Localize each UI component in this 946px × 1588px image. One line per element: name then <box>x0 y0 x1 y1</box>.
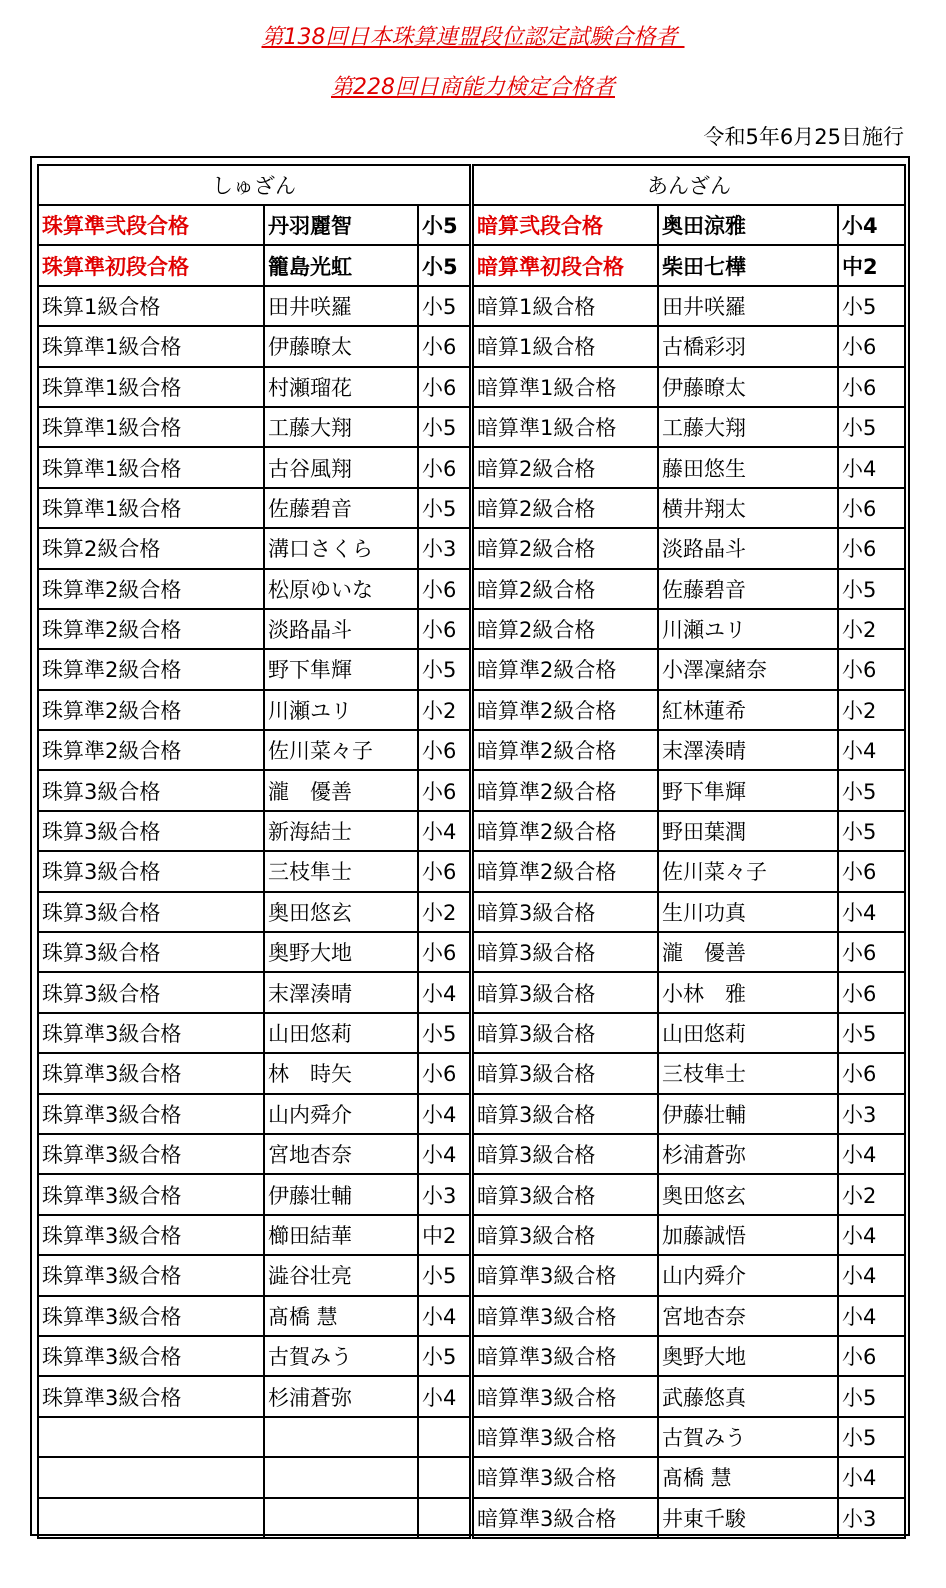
name-cell: 佐川菜々子 <box>658 851 838 891</box>
name-cell: 宮地杏奈 <box>264 1134 418 1174</box>
name-cell: 溝口さくら <box>264 528 418 568</box>
name-cell: 宮地杏奈 <box>658 1296 838 1336</box>
name-cell: 野下隼輝 <box>264 649 418 689</box>
name-cell: 佐藤碧音 <box>264 488 418 528</box>
grade-cell: 暗算準3級合格 <box>473 1296 658 1336</box>
school-year-cell: 小4 <box>418 1134 470 1174</box>
grade-cell: 珠算準3級合格 <box>38 1134 264 1174</box>
name-cell: 横井翔太 <box>658 488 838 528</box>
grade-cell: 暗算準3級合格 <box>473 1336 658 1376</box>
table-row <box>473 367 905 407</box>
table-row <box>473 1013 905 1053</box>
table-row <box>473 1053 905 1093</box>
grade-cell: 珠算3級合格 <box>38 811 264 851</box>
shuzan-heading: しゅざん <box>38 165 470 205</box>
school-year-cell: 小4 <box>838 205 905 245</box>
name-cell: 生川功真 <box>658 892 838 932</box>
grade-cell: 珠算準1級合格 <box>38 326 264 366</box>
school-year-cell: 小5 <box>418 1013 470 1053</box>
table-row <box>473 407 905 447</box>
grade-cell <box>38 1457 264 1497</box>
table-row <box>473 1376 905 1416</box>
grade-cell: 珠算準3級合格 <box>38 1215 264 1255</box>
school-year-cell: 小6 <box>418 447 470 487</box>
grade-cell: 暗算2級合格 <box>473 609 658 649</box>
grade-cell: 暗算弐段合格 <box>473 205 658 245</box>
name-cell: 伊藤壮輔 <box>658 1094 838 1134</box>
anzan-heading: あんざん <box>473 165 905 205</box>
grade-cell: 珠算準2級合格 <box>38 649 264 689</box>
table-row <box>38 326 470 366</box>
school-year-cell: 小4 <box>838 1134 905 1174</box>
grade-cell: 珠算3級合格 <box>38 770 264 810</box>
name-cell: 古谷風翔 <box>264 447 418 487</box>
grade-cell: 珠算準3級合格 <box>38 1255 264 1295</box>
grade-cell: 暗算準2級合格 <box>473 770 658 810</box>
name-cell: 三枝隼士 <box>658 1053 838 1093</box>
school-year-cell: 小4 <box>838 892 905 932</box>
school-year-cell: 小4 <box>418 811 470 851</box>
table-row <box>38 1498 470 1538</box>
grade-cell: 暗算準2級合格 <box>473 730 658 770</box>
table-row <box>473 447 905 487</box>
name-cell: 三枝隼士 <box>264 851 418 891</box>
grade-cell: 暗算準3級合格 <box>473 1498 658 1538</box>
table-row <box>38 1174 470 1214</box>
table-row <box>473 1296 905 1336</box>
grade-cell: 珠算準3級合格 <box>38 1336 264 1376</box>
document-title: 第138回日本珠算連盟段位認定試験合格者 <box>261 25 685 50</box>
grade-cell <box>38 1417 264 1457</box>
name-cell: 奥田悠玄 <box>658 1174 838 1214</box>
name-cell: 奥田涼雅 <box>658 205 838 245</box>
school-year-cell: 小6 <box>418 730 470 770</box>
school-year-cell: 小6 <box>838 1053 905 1093</box>
grade-cell: 珠算3級合格 <box>38 932 264 972</box>
school-year-cell: 小5 <box>838 811 905 851</box>
table-row <box>473 770 905 810</box>
grade-cell: 珠算3級合格 <box>38 851 264 891</box>
school-year-cell: 小5 <box>418 407 470 447</box>
table-row <box>473 811 905 851</box>
name-cell: 奥野大地 <box>264 932 418 972</box>
grade-cell: 珠算2級合格 <box>38 528 264 568</box>
table-row <box>38 851 470 891</box>
table-row <box>38 1417 470 1457</box>
grade-cell: 暗算3級合格 <box>473 1134 658 1174</box>
grade-cell: 暗算準1級合格 <box>473 407 658 447</box>
table-row <box>473 286 905 326</box>
table-row <box>38 407 470 447</box>
table-row <box>38 1094 470 1134</box>
name-cell: 古賀みう <box>658 1417 838 1457</box>
grade-cell: 珠算準3級合格 <box>38 1296 264 1336</box>
name-cell: 小林 雅 <box>658 972 838 1012</box>
grade-cell: 暗算準1級合格 <box>473 367 658 407</box>
school-year-cell: 小2 <box>838 609 905 649</box>
name-cell: 田井咲羅 <box>658 286 838 326</box>
school-year-cell: 小6 <box>418 851 470 891</box>
table-row <box>473 649 905 689</box>
anzan-table <box>472 164 906 1539</box>
school-year-cell <box>418 1457 470 1497</box>
name-cell: 古橋彩羽 <box>658 326 838 366</box>
school-year-cell: 小6 <box>838 851 905 891</box>
school-year-cell: 小6 <box>838 1336 905 1376</box>
school-year-cell: 小6 <box>838 932 905 972</box>
table-row <box>38 367 470 407</box>
name-cell: 伊藤暸太 <box>658 367 838 407</box>
school-year-cell: 小5 <box>418 488 470 528</box>
grade-cell: 暗算3級合格 <box>473 892 658 932</box>
table-row <box>473 1498 905 1538</box>
school-year-cell: 小6 <box>418 569 470 609</box>
name-cell: 工藤大翔 <box>658 407 838 447</box>
grade-cell: 珠算準3級合格 <box>38 1376 264 1416</box>
grade-cell: 暗算3級合格 <box>473 972 658 1012</box>
name-cell: 新海結士 <box>264 811 418 851</box>
name-cell: 武藤悠真 <box>658 1376 838 1416</box>
name-cell: 山田悠莉 <box>264 1013 418 1053</box>
school-year-cell: 小4 <box>838 1215 905 1255</box>
shuzan-table <box>37 164 471 1539</box>
school-year-cell: 小4 <box>418 1376 470 1416</box>
table-row <box>473 1417 905 1457</box>
name-cell: 佐川菜々子 <box>264 730 418 770</box>
grade-cell: 暗算1級合格 <box>473 326 658 366</box>
school-year-cell: 小4 <box>838 1296 905 1336</box>
name-cell: 井東千駿 <box>658 1498 838 1538</box>
school-year-cell: 小6 <box>418 326 470 366</box>
table-row <box>473 1255 905 1295</box>
grade-cell: 珠算準3級合格 <box>38 1094 264 1134</box>
name-cell: 川瀬ユリ <box>264 690 418 730</box>
school-year-cell: 小5 <box>418 1255 470 1295</box>
school-year-cell: 小3 <box>418 528 470 568</box>
name-cell: 加藤誠悟 <box>658 1215 838 1255</box>
table-row <box>38 932 470 972</box>
grade-cell: 暗算準3級合格 <box>473 1417 658 1457</box>
table-row <box>38 1134 470 1174</box>
table-row <box>473 1134 905 1174</box>
school-year-cell: 小3 <box>418 1174 470 1214</box>
grade-cell: 珠算準2級合格 <box>38 609 264 649</box>
table-row <box>38 730 470 770</box>
school-year-cell: 小5 <box>838 770 905 810</box>
name-cell: 小澤凜緒奈 <box>658 649 838 689</box>
school-year-cell: 小4 <box>418 972 470 1012</box>
table-row <box>473 326 905 366</box>
grade-cell: 珠算準2級合格 <box>38 569 264 609</box>
name-cell: 髙橋 慧 <box>658 1457 838 1497</box>
school-year-cell: 小5 <box>418 245 470 285</box>
grade-cell: 珠算準3級合格 <box>38 1053 264 1093</box>
table-row <box>473 851 905 891</box>
grade-cell: 珠算準3級合格 <box>38 1013 264 1053</box>
grade-cell: 暗算準2級合格 <box>473 811 658 851</box>
grade-cell: 暗算準初段合格 <box>473 245 658 285</box>
name-cell: 淡路晶斗 <box>264 609 418 649</box>
school-year-cell <box>418 1498 470 1538</box>
table-row <box>38 649 470 689</box>
school-year-cell: 小4 <box>838 447 905 487</box>
name-cell: 野田葉潤 <box>658 811 838 851</box>
name-cell: 工藤大翔 <box>264 407 418 447</box>
grade-cell: 暗算準3級合格 <box>473 1457 658 1497</box>
school-year-cell: 小5 <box>418 205 470 245</box>
school-year-cell: 小4 <box>418 1094 470 1134</box>
school-year-cell: 小6 <box>418 609 470 649</box>
name-cell: 古賀みう <box>264 1336 418 1376</box>
school-year-cell: 小6 <box>838 972 905 1012</box>
name-cell: 柴田七樺 <box>658 245 838 285</box>
grade-cell: 暗算2級合格 <box>473 447 658 487</box>
school-year-cell: 小6 <box>418 770 470 810</box>
name-cell: 奥野大地 <box>658 1336 838 1376</box>
table-row <box>473 245 905 285</box>
name-cell <box>264 1417 418 1457</box>
table-row <box>473 690 905 730</box>
school-year-cell: 小4 <box>838 730 905 770</box>
table-row <box>473 488 905 528</box>
grade-cell: 暗算準3級合格 <box>473 1376 658 1416</box>
table-row <box>38 1376 470 1416</box>
school-year-cell: 小4 <box>838 1457 905 1497</box>
grade-cell: 暗算3級合格 <box>473 1215 658 1255</box>
name-cell: 澁谷壮亮 <box>264 1255 418 1295</box>
table-row <box>473 1094 905 1134</box>
name-cell: 杉浦蒼弥 <box>658 1134 838 1174</box>
name-cell: 杉浦蒼弥 <box>264 1376 418 1416</box>
table-row <box>473 609 905 649</box>
school-year-cell: 小6 <box>838 528 905 568</box>
grade-cell: 珠算3級合格 <box>38 972 264 1012</box>
school-year-cell: 小4 <box>838 1255 905 1295</box>
table-row <box>38 1053 470 1093</box>
school-year-cell: 小2 <box>418 892 470 932</box>
table-row <box>473 972 905 1012</box>
grade-cell: 暗算3級合格 <box>473 1094 658 1134</box>
school-year-cell: 小5 <box>838 1417 905 1457</box>
name-cell: 櫛田結華 <box>264 1215 418 1255</box>
name-cell: 田井咲羅 <box>264 286 418 326</box>
table-row <box>473 932 905 972</box>
grade-cell: 珠算準1級合格 <box>38 488 264 528</box>
school-year-cell: 小6 <box>838 326 905 366</box>
table-row <box>38 245 470 285</box>
grade-cell: 珠算準2級合格 <box>38 690 264 730</box>
grade-cell: 珠算準1級合格 <box>38 407 264 447</box>
school-year-cell: 小3 <box>838 1498 905 1538</box>
school-year-cell: 小2 <box>418 690 470 730</box>
school-year-cell: 中2 <box>838 245 905 285</box>
name-cell: 松原ゆいな <box>264 569 418 609</box>
school-year-cell: 小6 <box>418 1053 470 1093</box>
name-cell: 野下隼輝 <box>658 770 838 810</box>
name-cell <box>264 1498 418 1538</box>
name-cell: 丹羽麗智 <box>264 205 418 245</box>
name-cell: 山田悠莉 <box>658 1013 838 1053</box>
grade-cell: 珠算準1級合格 <box>38 367 264 407</box>
grade-cell: 珠算準3級合格 <box>38 1174 264 1214</box>
table-row <box>38 892 470 932</box>
school-year-cell: 小2 <box>838 690 905 730</box>
table-row <box>38 205 470 245</box>
table-row <box>38 1215 470 1255</box>
school-year-cell: 小3 <box>838 1094 905 1134</box>
name-cell: 淡路晶斗 <box>658 528 838 568</box>
grade-cell <box>38 1498 264 1538</box>
table-row <box>38 690 470 730</box>
table-row <box>473 1457 905 1497</box>
table-row <box>38 1336 470 1376</box>
table-row <box>38 488 470 528</box>
name-cell: 末澤湊晴 <box>658 730 838 770</box>
results-frame <box>30 156 910 1536</box>
school-year-cell: 小5 <box>418 649 470 689</box>
grade-cell: 暗算準2級合格 <box>473 851 658 891</box>
name-cell: 伊藤壮輔 <box>264 1174 418 1214</box>
grade-cell: 暗算2級合格 <box>473 488 658 528</box>
grade-cell: 暗算3級合格 <box>473 1013 658 1053</box>
table-row <box>38 811 470 851</box>
name-cell: 山内舜介 <box>658 1255 838 1295</box>
name-cell: 瀧 優善 <box>658 932 838 972</box>
table-row <box>473 205 905 245</box>
school-year-cell <box>418 1417 470 1457</box>
table-row <box>38 972 470 1012</box>
grade-cell: 暗算準3級合格 <box>473 1255 658 1295</box>
school-year-cell: 小6 <box>838 488 905 528</box>
school-year-cell: 小6 <box>418 367 470 407</box>
grade-cell: 暗算準2級合格 <box>473 649 658 689</box>
table-row <box>38 528 470 568</box>
school-year-cell: 小5 <box>418 286 470 326</box>
grade-cell: 珠算準弐段合格 <box>38 205 264 245</box>
name-cell: 川瀬ユリ <box>658 609 838 649</box>
table-row <box>38 1296 470 1336</box>
grade-cell: 暗算3級合格 <box>473 932 658 972</box>
table-row <box>38 609 470 649</box>
grade-cell: 珠算準初段合格 <box>38 245 264 285</box>
table-row <box>38 447 470 487</box>
grade-cell: 暗算2級合格 <box>473 569 658 609</box>
grade-cell: 暗算3級合格 <box>473 1053 658 1093</box>
school-year-cell: 小5 <box>838 1013 905 1053</box>
school-year-cell: 小6 <box>838 367 905 407</box>
grade-cell: 暗算2級合格 <box>473 528 658 568</box>
grade-cell: 暗算3級合格 <box>473 1174 658 1214</box>
name-cell: 末澤湊晴 <box>264 972 418 1012</box>
table-row <box>38 569 470 609</box>
name-cell <box>264 1457 418 1497</box>
table-row <box>38 1457 470 1497</box>
table-row <box>473 730 905 770</box>
table-row <box>473 1215 905 1255</box>
name-cell: 村瀬瑠花 <box>264 367 418 407</box>
name-cell: 奥田悠玄 <box>264 892 418 932</box>
grade-cell: 珠算準1級合格 <box>38 447 264 487</box>
school-year-cell: 小5 <box>838 286 905 326</box>
table-row <box>473 1174 905 1214</box>
document-subtitle: 第228回日商能力検定合格者 <box>331 75 615 100</box>
grade-cell: 暗算1級合格 <box>473 286 658 326</box>
exam-date: 令和5年6月25日施行 <box>703 125 904 149</box>
name-cell: 瀧 優善 <box>264 770 418 810</box>
grade-cell: 珠算1級合格 <box>38 286 264 326</box>
table-row <box>473 892 905 932</box>
table-row <box>473 569 905 609</box>
school-year-cell: 小5 <box>838 1376 905 1416</box>
school-year-cell: 小5 <box>418 1336 470 1376</box>
table-row <box>473 1336 905 1376</box>
name-cell: 佐藤碧音 <box>658 569 838 609</box>
name-cell: 藤田悠生 <box>658 447 838 487</box>
school-year-cell: 小6 <box>418 932 470 972</box>
table-row <box>38 770 470 810</box>
name-cell: 林 時矢 <box>264 1053 418 1093</box>
name-cell: 紅林蓮希 <box>658 690 838 730</box>
table-row <box>38 1013 470 1053</box>
school-year-cell: 小2 <box>838 1174 905 1214</box>
grade-cell: 暗算準2級合格 <box>473 690 658 730</box>
school-year-cell: 小4 <box>418 1296 470 1336</box>
school-year-cell: 中2 <box>418 1215 470 1255</box>
name-cell: 伊藤暸太 <box>264 326 418 366</box>
name-cell: 籠島光虹 <box>264 245 418 285</box>
table-row <box>473 528 905 568</box>
school-year-cell: 小5 <box>838 569 905 609</box>
name-cell: 髙橋 慧 <box>264 1296 418 1336</box>
table-row <box>38 1255 470 1295</box>
name-cell: 山内舜介 <box>264 1094 418 1134</box>
school-year-cell: 小5 <box>838 407 905 447</box>
table-row <box>38 286 470 326</box>
grade-cell: 珠算準2級合格 <box>38 730 264 770</box>
grade-cell: 珠算3級合格 <box>38 892 264 932</box>
school-year-cell: 小6 <box>838 649 905 689</box>
